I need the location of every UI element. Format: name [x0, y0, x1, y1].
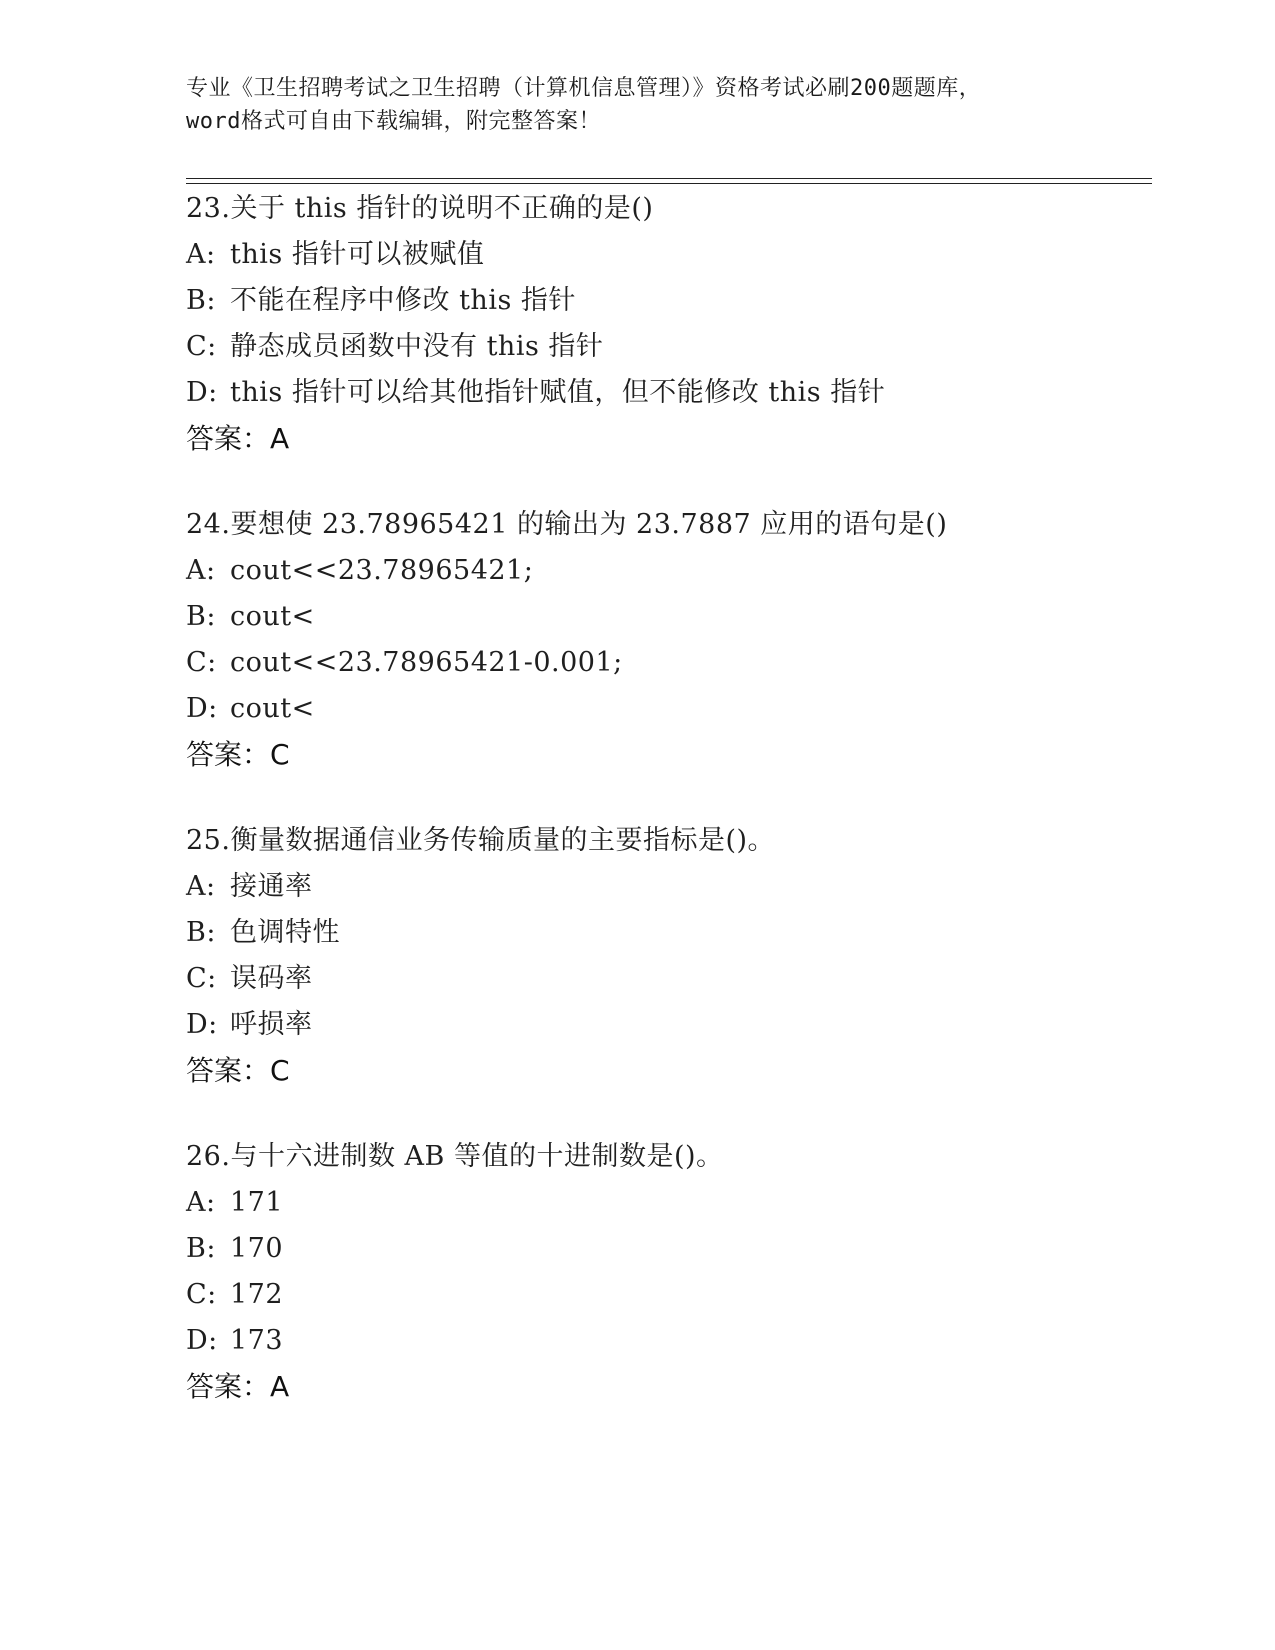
option-text: cout<	[230, 693, 315, 724]
document-header	[186, 72, 1086, 138]
option-letter: B:	[186, 285, 216, 316]
option-text: this 指针可以被赋值	[230, 239, 485, 270]
option-text: this 指针可以给其他指针赋值，但不能修改 this 指针	[230, 377, 886, 408]
question-stem: 25.衡量数据通信业务传输质量的主要指标是()。	[186, 825, 776, 856]
option-letter: B:	[186, 601, 216, 632]
option-b	[186, 278, 1146, 324]
option-d	[186, 1318, 1146, 1364]
option-text: 172	[230, 1279, 284, 1310]
option-letter: C:	[186, 963, 217, 994]
question-24	[186, 502, 1146, 778]
option-a	[186, 864, 1146, 910]
header-line-1: 专业《卫生招聘考试之卫生招聘（计算机信息管理）》资格考试必刷200题题库，	[186, 76, 982, 101]
option-c	[186, 1272, 1146, 1318]
option-letter: C:	[186, 647, 217, 678]
option-letter: C:	[186, 331, 217, 362]
header-line-2: word格式可自由下载编辑，附完整答案！	[186, 109, 601, 134]
header-divider-top	[186, 178, 1152, 179]
option-letter: D:	[186, 693, 218, 724]
question-25	[186, 818, 1146, 1094]
option-text: 171	[230, 1187, 284, 1218]
option-c	[186, 324, 1146, 370]
option-d	[186, 370, 1146, 416]
option-text: 170	[230, 1233, 284, 1264]
option-text: 色调特性	[230, 917, 340, 948]
option-text: cout<<23.78965421;	[230, 555, 534, 586]
option-a	[186, 1180, 1146, 1226]
answer-line: 答案：A	[186, 422, 290, 455]
option-letter: A:	[186, 555, 216, 586]
option-c	[186, 640, 1146, 686]
option-letter: B:	[186, 917, 216, 948]
option-letter: D:	[186, 377, 218, 408]
option-letter: A:	[186, 239, 216, 270]
answer-line: 答案：C	[186, 1054, 290, 1087]
option-text: 接通率	[230, 871, 313, 902]
option-b	[186, 1226, 1146, 1272]
option-d	[186, 686, 1146, 732]
option-letter: D:	[186, 1325, 218, 1356]
option-letter: A:	[186, 871, 216, 902]
option-text: 呼损率	[230, 1009, 313, 1040]
option-text: 误码率	[230, 963, 313, 994]
option-c	[186, 956, 1146, 1002]
option-text: cout<	[230, 601, 315, 632]
question-stem: 24.要想使 23.78965421 的输出为 23.7887 应用的语句是()	[186, 509, 948, 540]
option-text: 静态成员函数中没有 this 指针	[230, 331, 604, 362]
option-text: 173	[230, 1325, 284, 1356]
option-text: cout<<23.78965421-0.001;	[230, 647, 623, 678]
question-23	[186, 186, 1146, 462]
answer-line: 答案：C	[186, 738, 290, 771]
option-b	[186, 910, 1146, 956]
option-letter: A:	[186, 1187, 216, 1218]
option-letter: C:	[186, 1279, 217, 1310]
option-a	[186, 548, 1146, 594]
header-divider-bottom	[186, 183, 1152, 184]
option-text: 不能在程序中修改 this 指针	[230, 285, 576, 316]
question-stem: 26.与十六进制数 AB 等值的十进制数是()。	[186, 1141, 724, 1172]
question-stem: 23.关于 this 指针的说明不正确的是()	[186, 193, 654, 224]
option-a	[186, 232, 1146, 278]
option-letter: B:	[186, 1233, 216, 1264]
option-letter: D:	[186, 1009, 218, 1040]
answer-line: 答案：A	[186, 1370, 290, 1403]
option-d	[186, 1002, 1146, 1048]
question-26	[186, 1134, 1146, 1410]
option-b	[186, 594, 1146, 640]
